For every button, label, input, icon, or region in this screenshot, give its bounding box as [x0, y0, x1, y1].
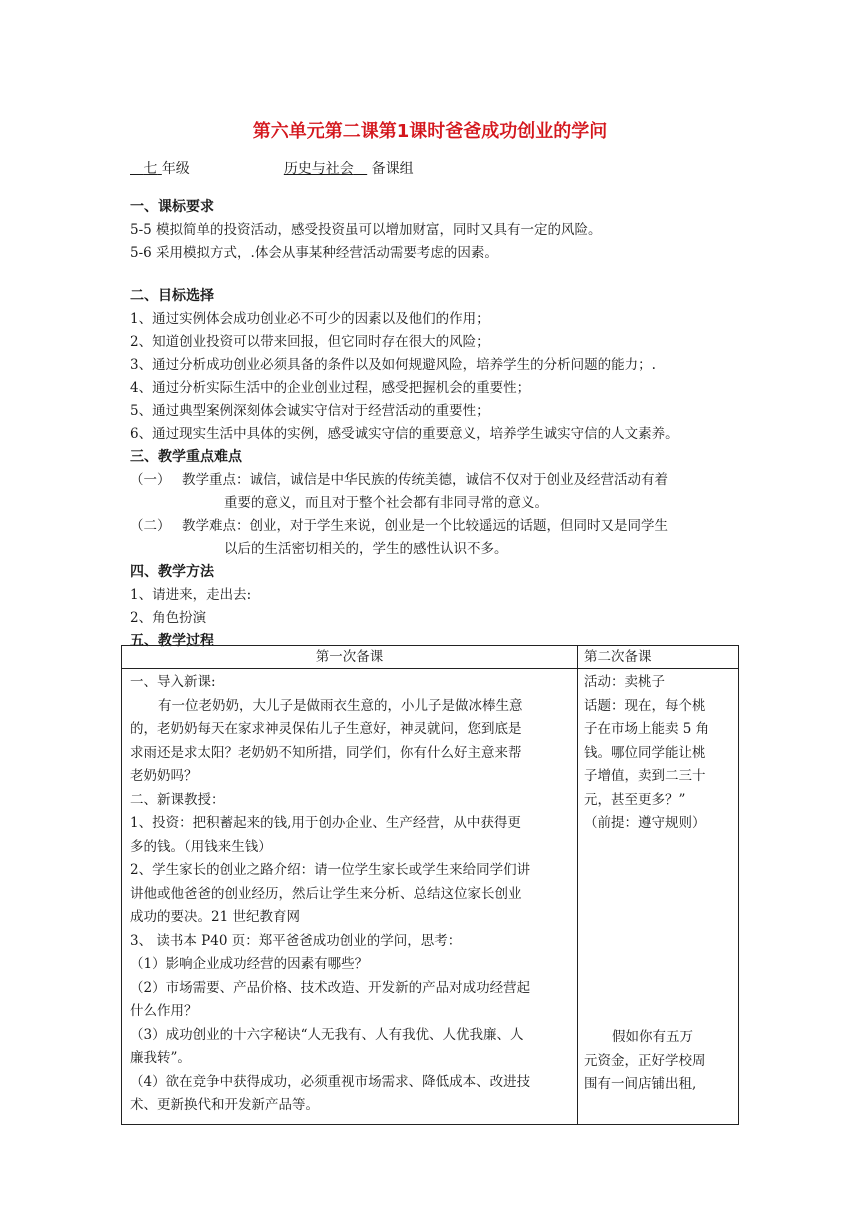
section-heading-2: 二、目标选择: [130, 288, 214, 304]
cell-line: 元资金，正好学校周: [583, 1052, 706, 1069]
grade-suffix: 年级: [161, 161, 190, 177]
key-point-number: （一）: [130, 472, 171, 488]
cell-line: 廉我转”。: [130, 1050, 191, 1066]
meta-line: [130, 158, 414, 178]
cell-line: 子增值，卖到二三十: [583, 768, 706, 784]
cell-line: 围有一间店铺出租,: [583, 1076, 697, 1092]
table-row: [122, 669, 739, 1125]
lesson-process-table: [121, 645, 739, 1125]
key-point-number: （二）: [130, 518, 171, 534]
section-heading-5: 五、教学过程: [130, 633, 214, 649]
cell-line: 讲他或他爸爸的创业经历，然后让学生来分析、总结这位家长创业: [130, 885, 522, 902]
section4-line: 1、请进来，走出去:: [130, 587, 252, 603]
key-point-text-cont: 重要的意义，而且对于整个社会都有非同寻常的意义。: [224, 495, 548, 511]
cell-line: 3、 读书本 P40 页：郑平爸爸成功创业的学问，思考：: [130, 932, 462, 949]
document-title: 第六单元第二课第1课时爸爸成功创业的学问: [252, 121, 608, 142]
section-heading-4: 四、教学方法: [130, 564, 214, 580]
table-header-row: [122, 646, 739, 669]
cell-line: 有一位老奶奶，大儿子是做雨衣生意的，小儿子是做冰棒生意: [158, 697, 523, 714]
key-point-item: [130, 469, 740, 515]
cell-line: 求雨还是求太阳？老奶奶不知所措，同学们，你有什么好主意来帮: [130, 744, 522, 761]
cell-line: 子在市场上能卖 5 角: [583, 721, 710, 737]
section1-line: 5-5 模拟简单的投资活动，感受投资虽可以增加财富，同时又具有一定的风险。: [130, 222, 602, 238]
cell-line: （1）影响企业成功经营的因素有哪些？: [130, 956, 369, 972]
cell-line: 话题：现在，每个桃: [583, 697, 706, 714]
section2-line: 6、通过现实生活中具体的实例，感受诚实守信的重要意义，培养学生诚实守信的人文素养。: [130, 426, 679, 442]
cell-line: 钱。哪位同学能让桃: [583, 744, 706, 761]
document-body: [130, 196, 740, 653]
cell-line: 术、更新换代和开发新产品等。: [130, 1097, 319, 1113]
cell-line: 二、新课教授：: [130, 791, 225, 808]
key-point-item: [130, 515, 740, 561]
col-header-first-prep: 第一次备课: [122, 646, 578, 669]
cell-line: 元，甚至更多？”: [583, 791, 686, 808]
section1-line: 5-6 采用模拟方式，.体会从事某种经营活动需要考虑的因素。: [130, 245, 498, 261]
cell-line: 活动：卖桃子: [583, 674, 665, 690]
cell-line: （2）市场需要、产品价格、技术改造、开发新的产品对成功经营起: [130, 979, 531, 996]
first-prep-cell: [122, 669, 578, 1125]
cell-line: 1、投资：把积蓄起来的钱,用于创办企业、生产经营，从中获得更: [130, 815, 521, 831]
cell-line: 假如你有五万: [611, 1029, 693, 1045]
col-header-second-prep: 第二次备课: [577, 646, 738, 669]
key-point-text: 教学重点：诚信，诚信是中华民族的传统美德，诚信不仅对于创业及经营活动有着: [182, 472, 668, 488]
cell-line: （4）欲在竞争中获得成功，必须重视市场需求、降低成本、改进技: [130, 1073, 531, 1090]
section2-line: 1、通过实例体会成功创业必不可少的因素以及他们的作用；: [130, 311, 490, 327]
section-heading-1: 一、课标要求: [130, 199, 214, 215]
key-point-text-cont: 以后的生活密切相关的，学生的感性认识不多。: [224, 541, 508, 557]
cell-line: 成功的要决。21 世纪教育网: [130, 909, 300, 925]
group-label: 备课组: [371, 161, 414, 177]
section-heading-3: 三、教学重点难点: [130, 449, 242, 465]
cell-line: 的，老奶奶每天在家求神灵保佑儿子生意好，神灵就问，您到底是: [130, 721, 522, 737]
cell-line: 2、学生家长的创业之路介绍：请一位学生家长或学生来给同学们讲: [130, 862, 531, 878]
cell-line: 老奶奶吗？: [130, 768, 198, 784]
section2-line: 3、通过分析成功创业必须具备的条件以及如何规避风险，培养学生的分析问题的能力；.: [130, 357, 656, 373]
cell-line: 一、导入新课:: [130, 674, 216, 690]
section2-line: 4、通过分析实际生活中的企业创业过程，感受把握机会的重要性；: [130, 380, 531, 396]
section4-line: 2、角色扮演: [130, 610, 207, 626]
key-point-text: 教学难点：创业，对于学生来说，创业是一个比较遥远的话题，但同时又是同学生: [182, 518, 668, 534]
cell-line: 什么作用？: [130, 1003, 198, 1019]
cell-line: 多的钱。（用钱来生钱）: [130, 838, 272, 855]
cell-line: （前提：遵守规则）: [583, 815, 706, 831]
subject-value: 历史与社会: [283, 161, 354, 177]
section2-line: 5、通过典型案例深刻体会诚实守信对于经营活动的重要性；: [130, 403, 490, 419]
second-prep-cell: [577, 669, 738, 1125]
grade-value: 七: [143, 161, 158, 177]
section2-line: 2、知道创业投资可以带来回报，但它同时存在很大的风险；: [130, 334, 490, 350]
cell-line: （3）成功创业的十六字秘诀“人无我有、人有我优、人优我廉、人: [130, 1026, 524, 1043]
